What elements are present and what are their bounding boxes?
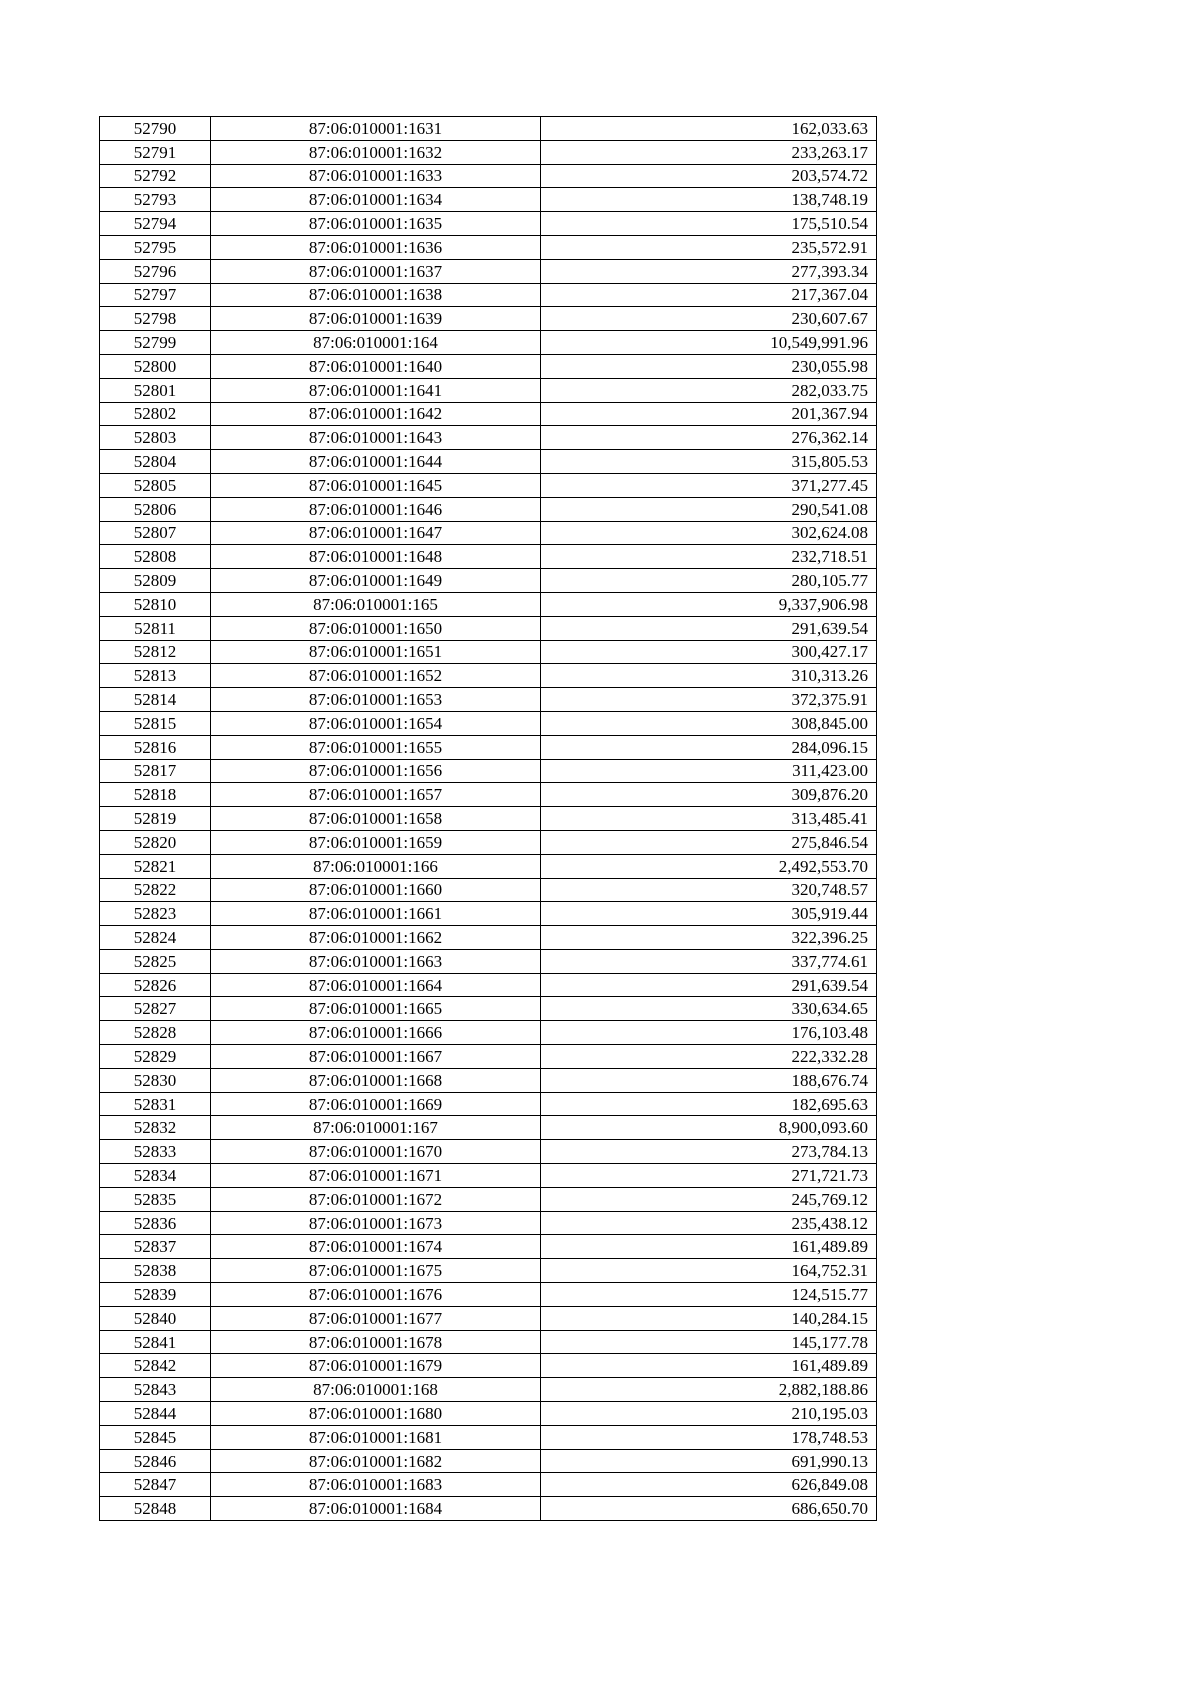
- table-row: [100, 497, 877, 521]
- cadastral-number-cell: 87:06:010001:164: [211, 331, 541, 355]
- cadastral-value-cell: 8,900,093.60: [541, 1116, 877, 1140]
- cadastral-value-cell: 2,492,553.70: [541, 854, 877, 878]
- cadastral-number-cell: 87:06:010001:1682: [211, 1449, 541, 1473]
- cadastral-value-cell: 309,876.20: [541, 783, 877, 807]
- row-number-cell: 52811: [100, 616, 211, 640]
- row-number-cell: 52842: [100, 1354, 211, 1378]
- table-row: [100, 545, 877, 569]
- cadastral-number-cell: 87:06:010001:1680: [211, 1402, 541, 1426]
- table-row: [100, 1425, 877, 1449]
- cadastral-number-cell: 87:06:010001:1665: [211, 997, 541, 1021]
- row-number-cell: 52834: [100, 1164, 211, 1188]
- cadastral-number-cell: 87:06:010001:1651: [211, 640, 541, 664]
- cadastral-number-cell: 87:06:010001:1631: [211, 117, 541, 141]
- row-number-cell: 52800: [100, 354, 211, 378]
- cadastral-number-cell: 87:06:010001:1645: [211, 473, 541, 497]
- cadastral-value-cell: 280,105.77: [541, 569, 877, 593]
- table-row: [100, 616, 877, 640]
- row-number-cell: 52816: [100, 735, 211, 759]
- row-number-cell: 52820: [100, 830, 211, 854]
- table-row: [100, 331, 877, 355]
- table-body: [100, 117, 877, 1521]
- cadastral-number-cell: 87:06:010001:1662: [211, 926, 541, 950]
- cadastral-value-cell: 164,752.31: [541, 1259, 877, 1283]
- cadastral-value-cell: 145,177.78: [541, 1330, 877, 1354]
- table-row: [100, 1187, 877, 1211]
- cadastral-number-cell: 87:06:010001:1638: [211, 283, 541, 307]
- table-row: [100, 1235, 877, 1259]
- table-row: [100, 926, 877, 950]
- row-number-cell: 52835: [100, 1187, 211, 1211]
- cadastral-number-cell: 87:06:010001:1633: [211, 164, 541, 188]
- row-number-cell: 52827: [100, 997, 211, 1021]
- table-row: [100, 830, 877, 854]
- cadastral-value-cell: 162,033.63: [541, 117, 877, 141]
- table-row: [100, 1021, 877, 1045]
- cadastral-number-cell: 87:06:010001:1675: [211, 1259, 541, 1283]
- cadastral-value-cell: 686,650.70: [541, 1497, 877, 1521]
- table-row: [100, 307, 877, 331]
- cadastral-number-cell: 87:06:010001:1639: [211, 307, 541, 331]
- cadastral-value-cell: 232,718.51: [541, 545, 877, 569]
- table-row: [100, 1092, 877, 1116]
- cadastral-number-cell: 87:06:010001:1641: [211, 378, 541, 402]
- cadastral-number-cell: 87:06:010001:1673: [211, 1211, 541, 1235]
- table-row: [100, 1497, 877, 1521]
- table-row: [100, 854, 877, 878]
- cadastral-number-cell: 87:06:010001:1676: [211, 1283, 541, 1307]
- table-row: [100, 1330, 877, 1354]
- row-number-cell: 52822: [100, 878, 211, 902]
- row-number-cell: 52808: [100, 545, 211, 569]
- row-number-cell: 52793: [100, 188, 211, 212]
- cadastral-number-cell: 87:06:010001:1670: [211, 1140, 541, 1164]
- cadastral-value-cell: 222,332.28: [541, 1045, 877, 1069]
- cadastral-number-cell: 87:06:010001:1666: [211, 1021, 541, 1045]
- cadastral-value-cell: 313,485.41: [541, 807, 877, 831]
- cadastral-value-cell: 230,055.98: [541, 354, 877, 378]
- row-number-cell: 52844: [100, 1402, 211, 1426]
- row-number-cell: 52846: [100, 1449, 211, 1473]
- row-number-cell: 52839: [100, 1283, 211, 1307]
- table-row: [100, 878, 877, 902]
- row-number-cell: 52836: [100, 1211, 211, 1235]
- cadastral-number-cell: 87:06:010001:1635: [211, 212, 541, 236]
- row-number-cell: 52818: [100, 783, 211, 807]
- cadastral-number-cell: 87:06:010001:1647: [211, 521, 541, 545]
- cadastral-number-cell: 87:06:010001:166: [211, 854, 541, 878]
- cadastral-value-cell: 203,574.72: [541, 164, 877, 188]
- table-row: [100, 378, 877, 402]
- row-number-cell: 52790: [100, 117, 211, 141]
- table-row: [100, 1402, 877, 1426]
- cadastral-number-cell: 87:06:010001:1644: [211, 450, 541, 474]
- cadastral-value-cell: 300,427.17: [541, 640, 877, 664]
- cadastral-number-cell: 87:06:010001:1642: [211, 402, 541, 426]
- row-number-cell: 52813: [100, 664, 211, 688]
- cadastral-number-cell: 87:06:010001:1649: [211, 569, 541, 593]
- row-number-cell: 52819: [100, 807, 211, 831]
- cadastral-number-cell: 87:06:010001:1646: [211, 497, 541, 521]
- table-row: [100, 354, 877, 378]
- cadastral-value-cell: 235,438.12: [541, 1211, 877, 1235]
- row-number-cell: 52802: [100, 402, 211, 426]
- cadastral-number-cell: 87:06:010001:1679: [211, 1354, 541, 1378]
- row-number-cell: 52799: [100, 331, 211, 355]
- cadastral-value-cell: 245,769.12: [541, 1187, 877, 1211]
- cadastral-number-cell: 87:06:010001:1640: [211, 354, 541, 378]
- cadastral-value-cell: 302,624.08: [541, 521, 877, 545]
- table-row: [100, 997, 877, 1021]
- table-row: [100, 426, 877, 450]
- table-row: [100, 473, 877, 497]
- cadastral-value-table: [99, 116, 877, 1521]
- cadastral-value-cell: 371,277.45: [541, 473, 877, 497]
- table-row: [100, 1211, 877, 1235]
- row-number-cell: 52792: [100, 164, 211, 188]
- table-row: [100, 1306, 877, 1330]
- cadastral-number-cell: 87:06:010001:1657: [211, 783, 541, 807]
- table-row: [100, 1259, 877, 1283]
- table-row: [100, 759, 877, 783]
- cadastral-number-cell: 87:06:010001:1634: [211, 188, 541, 212]
- table-row: [100, 640, 877, 664]
- cadastral-number-cell: 87:06:010001:1632: [211, 140, 541, 164]
- cadastral-value-cell: 282,033.75: [541, 378, 877, 402]
- row-number-cell: 52847: [100, 1473, 211, 1497]
- cadastral-value-cell: 337,774.61: [541, 949, 877, 973]
- cadastral-value-cell: 315,805.53: [541, 450, 877, 474]
- cadastral-value-cell: 201,367.94: [541, 402, 877, 426]
- cadastral-number-cell: 87:06:010001:1650: [211, 616, 541, 640]
- row-number-cell: 52791: [100, 140, 211, 164]
- cadastral-value-cell: 217,367.04: [541, 283, 877, 307]
- cadastral-number-cell: 87:06:010001:1684: [211, 1497, 541, 1521]
- cadastral-value-cell: 138,748.19: [541, 188, 877, 212]
- table-row: [100, 212, 877, 236]
- cadastral-value-cell: 230,607.67: [541, 307, 877, 331]
- table-row: [100, 902, 877, 926]
- row-number-cell: 52814: [100, 688, 211, 712]
- table-row: [100, 1449, 877, 1473]
- table-row: [100, 164, 877, 188]
- row-number-cell: 52830: [100, 1068, 211, 1092]
- cadastral-number-cell: 87:06:010001:1661: [211, 902, 541, 926]
- cadastral-number-cell: 87:06:010001:1678: [211, 1330, 541, 1354]
- cadastral-value-cell: 305,919.44: [541, 902, 877, 926]
- cadastral-value-cell: 2,882,188.86: [541, 1378, 877, 1402]
- row-number-cell: 52823: [100, 902, 211, 926]
- table-row: [100, 283, 877, 307]
- cadastral-value-cell: 330,634.65: [541, 997, 877, 1021]
- row-number-cell: 52828: [100, 1021, 211, 1045]
- table-row: [100, 521, 877, 545]
- table-row: [100, 259, 877, 283]
- cadastral-number-cell: 87:06:010001:1667: [211, 1045, 541, 1069]
- row-number-cell: 52803: [100, 426, 211, 450]
- cadastral-value-cell: 271,721.73: [541, 1164, 877, 1188]
- cadastral-value-cell: 626,849.08: [541, 1473, 877, 1497]
- table-row: [100, 949, 877, 973]
- cadastral-number-cell: 87:06:010001:1664: [211, 973, 541, 997]
- row-number-cell: 52807: [100, 521, 211, 545]
- cadastral-number-cell: 87:06:010001:1654: [211, 711, 541, 735]
- table-row: [100, 188, 877, 212]
- row-number-cell: 52825: [100, 949, 211, 973]
- table-row: [100, 1068, 877, 1092]
- row-number-cell: 52831: [100, 1092, 211, 1116]
- cadastral-number-cell: 87:06:010001:1652: [211, 664, 541, 688]
- row-number-cell: 52843: [100, 1378, 211, 1402]
- cadastral-value-cell: 277,393.34: [541, 259, 877, 283]
- cadastral-number-cell: 87:06:010001:1648: [211, 545, 541, 569]
- cadastral-value-cell: 322,396.25: [541, 926, 877, 950]
- cadastral-value-cell: 273,784.13: [541, 1140, 877, 1164]
- table-row: [100, 1164, 877, 1188]
- cadastral-value-cell: 291,639.54: [541, 973, 877, 997]
- table-row: [100, 664, 877, 688]
- table-row: [100, 973, 877, 997]
- cadastral-number-cell: 87:06:010001:165: [211, 592, 541, 616]
- cadastral-value-cell: 161,489.89: [541, 1235, 877, 1259]
- cadastral-number-cell: 87:06:010001:1663: [211, 949, 541, 973]
- cadastral-number-cell: 87:06:010001:1669: [211, 1092, 541, 1116]
- cadastral-value-cell: 178,748.53: [541, 1425, 877, 1449]
- cadastral-value-cell: 182,695.63: [541, 1092, 877, 1116]
- table-row: [100, 569, 877, 593]
- cadastral-value-cell: 275,846.54: [541, 830, 877, 854]
- table-row: [100, 402, 877, 426]
- cadastral-value-cell: 140,284.15: [541, 1306, 877, 1330]
- table-row: [100, 1283, 877, 1307]
- cadastral-value-cell: 188,676.74: [541, 1068, 877, 1092]
- cadastral-value-cell: 235,572.91: [541, 235, 877, 259]
- row-number-cell: 52805: [100, 473, 211, 497]
- cadastral-number-cell: 87:06:010001:1656: [211, 759, 541, 783]
- row-number-cell: 52804: [100, 450, 211, 474]
- row-number-cell: 52826: [100, 973, 211, 997]
- table-row: [100, 235, 877, 259]
- table-row: [100, 1045, 877, 1069]
- cadastral-value-cell: 291,639.54: [541, 616, 877, 640]
- cadastral-value-cell: 233,263.17: [541, 140, 877, 164]
- table-row: [100, 1116, 877, 1140]
- cadastral-value-cell: 290,541.08: [541, 497, 877, 521]
- table-row: [100, 783, 877, 807]
- table-row: [100, 1378, 877, 1402]
- cadastral-value-cell: 276,362.14: [541, 426, 877, 450]
- table-row: [100, 735, 877, 759]
- row-number-cell: 52817: [100, 759, 211, 783]
- cadastral-value-cell: 176,103.48: [541, 1021, 877, 1045]
- cadastral-number-cell: 87:06:010001:1681: [211, 1425, 541, 1449]
- row-number-cell: 52815: [100, 711, 211, 735]
- row-number-cell: 52812: [100, 640, 211, 664]
- row-number-cell: 52809: [100, 569, 211, 593]
- cadastral-value-cell: 320,748.57: [541, 878, 877, 902]
- row-number-cell: 52841: [100, 1330, 211, 1354]
- cadastral-value-cell: 9,337,906.98: [541, 592, 877, 616]
- row-number-cell: 52795: [100, 235, 211, 259]
- cadastral-number-cell: 87:06:010001:1660: [211, 878, 541, 902]
- cadastral-value-cell: 311,423.00: [541, 759, 877, 783]
- cadastral-value-cell: 124,515.77: [541, 1283, 877, 1307]
- cadastral-value-cell: 210,195.03: [541, 1402, 877, 1426]
- cadastral-number-cell: 87:06:010001:1655: [211, 735, 541, 759]
- cadastral-number-cell: 87:06:010001:1659: [211, 830, 541, 854]
- cadastral-value-cell: 175,510.54: [541, 212, 877, 236]
- cadastral-number-cell: 87:06:010001:1658: [211, 807, 541, 831]
- cadastral-number-cell: 87:06:010001:1671: [211, 1164, 541, 1188]
- cadastral-value-cell: 284,096.15: [541, 735, 877, 759]
- cadastral-value-cell: 691,990.13: [541, 1449, 877, 1473]
- cadastral-value-cell: 372,375.91: [541, 688, 877, 712]
- cadastral-number-cell: 87:06:010001:1672: [211, 1187, 541, 1211]
- cadastral-number-cell: 87:06:010001:1643: [211, 426, 541, 450]
- row-number-cell: 52840: [100, 1306, 211, 1330]
- table-row: [100, 807, 877, 831]
- row-number-cell: 52810: [100, 592, 211, 616]
- row-number-cell: 52798: [100, 307, 211, 331]
- table-row: [100, 1354, 877, 1378]
- cadastral-number-cell: 87:06:010001:1674: [211, 1235, 541, 1259]
- row-number-cell: 52832: [100, 1116, 211, 1140]
- table-row: [100, 450, 877, 474]
- row-number-cell: 52797: [100, 283, 211, 307]
- cadastral-number-cell: 87:06:010001:1637: [211, 259, 541, 283]
- row-number-cell: 52794: [100, 212, 211, 236]
- table-row: [100, 592, 877, 616]
- row-number-cell: 52845: [100, 1425, 211, 1449]
- row-number-cell: 52833: [100, 1140, 211, 1164]
- cadastral-number-cell: 87:06:010001:167: [211, 1116, 541, 1140]
- row-number-cell: 52806: [100, 497, 211, 521]
- table-row: [100, 688, 877, 712]
- cadastral-number-cell: 87:06:010001:1636: [211, 235, 541, 259]
- cadastral-number-cell: 87:06:010001:168: [211, 1378, 541, 1402]
- row-number-cell: 52829: [100, 1045, 211, 1069]
- table-row: [100, 1473, 877, 1497]
- row-number-cell: 52821: [100, 854, 211, 878]
- table-row: [100, 140, 877, 164]
- cadastral-number-cell: 87:06:010001:1668: [211, 1068, 541, 1092]
- row-number-cell: 52801: [100, 378, 211, 402]
- cadastral-value-cell: 310,313.26: [541, 664, 877, 688]
- cadastral-number-cell: 87:06:010001:1683: [211, 1473, 541, 1497]
- row-number-cell: 52838: [100, 1259, 211, 1283]
- table-row: [100, 117, 877, 141]
- row-number-cell: 52824: [100, 926, 211, 950]
- cadastral-value-cell: 161,489.89: [541, 1354, 877, 1378]
- table-row: [100, 711, 877, 735]
- row-number-cell: 52848: [100, 1497, 211, 1521]
- cadastral-number-cell: 87:06:010001:1677: [211, 1306, 541, 1330]
- row-number-cell: 52837: [100, 1235, 211, 1259]
- row-number-cell: 52796: [100, 259, 211, 283]
- cadastral-value-cell: 308,845.00: [541, 711, 877, 735]
- cadastral-number-cell: 87:06:010001:1653: [211, 688, 541, 712]
- table-row: [100, 1140, 877, 1164]
- cadastral-value-cell: 10,549,991.96: [541, 331, 877, 355]
